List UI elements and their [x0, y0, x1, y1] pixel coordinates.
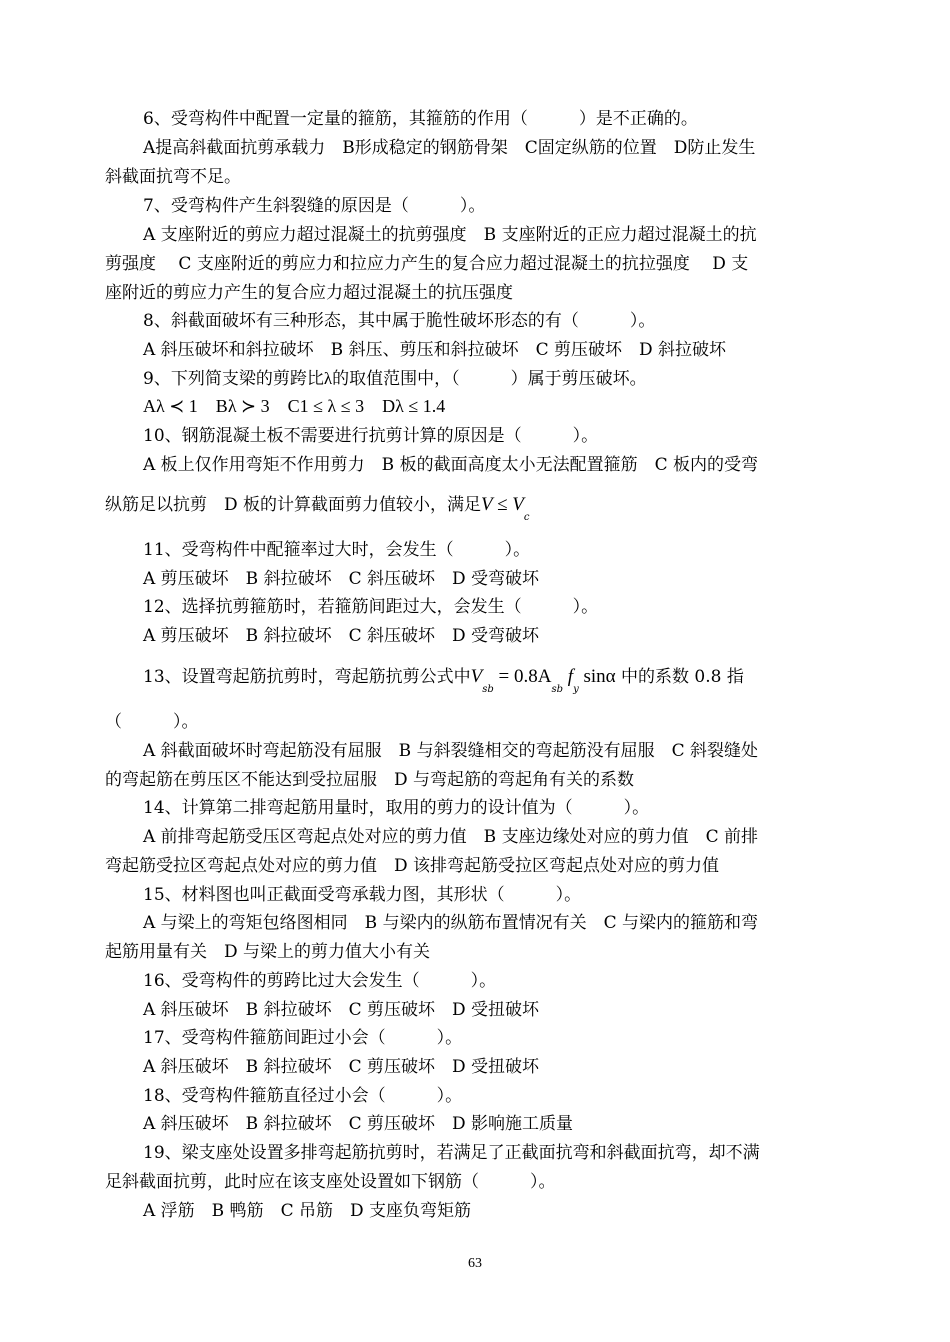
- question-13: [143, 666, 744, 695]
- formula-sub-y: y: [573, 684, 579, 695]
- question-19-cont: 足斜截面抗剪，此时应在该支座处设置如下钢筋（ ）。: [105, 1172, 556, 1192]
- question-7-options-3: 座附近的剪应力产生的复合应力超过混凝土的抗压强度: [105, 283, 513, 303]
- formula-V: V: [470, 666, 483, 687]
- lambda-symbol: λ: [323, 369, 333, 388]
- question-6: 6、受弯构件中配置一定量的箍筋，其箍筋的作用（ ）是不正确的。: [143, 109, 698, 129]
- question-11: 11、受弯构件中配箍率过大时，会发生（ ）。: [143, 540, 531, 560]
- question-17: 17、受弯构件箍筋间距过小会（ ）。: [143, 1028, 463, 1048]
- question-13-cont: （ ）。: [105, 712, 199, 732]
- question-10-options-2-text: 纵筋足以抗剪 D 板的计算截面剪力值较小，满足: [105, 495, 482, 515]
- question-13-tail: 中的系数 0.8 指: [615, 667, 744, 687]
- question-7-options-1: A 支座附近的剪应力超过混凝土的抗剪强度 B 支座附近的正应力超过混凝土的抗: [143, 225, 757, 245]
- question-9-text-b: 的取值范围中，（ ）属于剪压破坏。: [332, 369, 647, 389]
- question-15: 15、材料图也叫正截面受弯承载力图，其形状（ ）。: [143, 885, 582, 905]
- question-19-options: A 浮筋 B 鸭筋 C 吊筋 D 支座负弯矩筋: [143, 1201, 472, 1221]
- formula-sin-alpha: sinα: [578, 666, 616, 687]
- question-11-options: A 剪压破坏 B 斜拉破坏 C 斜压破坏 D 受弯破坏: [143, 569, 540, 589]
- formula-sub-sb-1: sb: [482, 684, 494, 695]
- formula-equals-A: = 0.8A: [493, 666, 552, 687]
- shear-formula-subscript: c: [523, 512, 530, 523]
- question-13-text: 13、设置弯起筋抗剪时，弯起筋抗剪公式中: [143, 667, 471, 687]
- question-17-options: A 斜压破坏 B 斜拉破坏 C 剪压破坏 D 受扭破坏: [143, 1057, 540, 1077]
- question-8-options: A 斜压破坏和斜拉破坏 B 斜压、剪压和斜拉破坏 C 剪压破坏 D 斜拉破坏: [143, 340, 727, 360]
- question-10-options-2: [105, 494, 530, 523]
- question-14-options-2: 弯起筋受拉区弯起点处对应的剪力值 D 该排弯起筋受拉区弯起点处对应的剪力值: [105, 856, 720, 876]
- question-12: 12、选择抗剪箍筋时，若箍筋间距过大，会发生（ ）。: [143, 597, 599, 617]
- question-15-options-1: A 与梁上的弯矩包络图相同 B 与梁内的纵筋布置情况有关 C 与梁内的箍筋和弯: [143, 913, 758, 933]
- question-7-options-2: 剪强度 C 支座附近的剪应力和拉应力产生的复合应力超过混凝土的抗拉强度 D 支: [105, 254, 749, 274]
- question-14-options-1: A 前排弯起筋受压区弯起点处对应的剪力值 B 支座边缘处对应的剪力值 C 前排: [143, 827, 758, 847]
- question-6-options: A提高斜截面抗剪承载力 B形成稳定的钢筋骨架 C固定纵筋的位置 D防止发生: [143, 138, 756, 158]
- question-16: 16、受弯构件的剪跨比过大会发生（ ）。: [143, 971, 497, 991]
- question-9-text-a: 9、下列简支梁的剪跨比: [143, 369, 324, 389]
- question-13-options-1: A 斜截面破坏时弯起筋没有屈服 B 与斜裂缝相交的弯起筋没有屈服 C 斜裂缝处: [143, 741, 758, 761]
- question-19: 19、梁支座处设置多排弯起筋抗剪时，若满足了正截面抗弯和斜截面抗弯，却不满: [143, 1143, 760, 1163]
- question-13-options-2: 的弯起筋在剪压区不能达到受拉屈服 D 与弯起筋的弯起角有关的系数: [105, 770, 635, 790]
- question-7: 7、受弯构件产生斜裂缝的原因是（ ）。: [143, 196, 486, 216]
- question-9: [143, 368, 647, 390]
- formula-sub-sb-2: sb: [551, 684, 564, 695]
- question-18: 18、受弯构件箍筋直径过小会（ ）。: [143, 1086, 463, 1106]
- question-16-options: A 斜压破坏 B 斜拉破坏 C 剪压破坏 D 受扭破坏: [143, 1000, 540, 1020]
- question-10-options-1: A 板上仅作用弯矩不作用剪力 B 板的截面高度太小无法配置箍筋 C 板内的受弯: [143, 455, 758, 475]
- page-number: 63: [468, 1256, 482, 1271]
- question-6-options-cont: 斜截面抗弯不足。: [105, 167, 241, 187]
- question-18-options: A 斜压破坏 B 斜拉破坏 C 剪压破坏 D 影响施工质量: [143, 1114, 574, 1134]
- question-10: 10、钢筋混凝土板不需要进行抗剪计算的原因是（ ）。: [143, 426, 599, 446]
- question-14: 14、计算第二排弯起筋用量时，取用的剪力的设计值为（ ）。: [143, 798, 650, 818]
- shear-formula: V ≤ V: [481, 494, 524, 515]
- question-8: 8、斜截面破坏有三种形态，其中属于脆性破坏形态的有（ ）。: [143, 311, 656, 331]
- formula-f: f: [563, 666, 574, 687]
- question-15-options-2: 起筋用量有关 D 与梁上的剪力值大小有关: [105, 942, 431, 962]
- question-12-options: A 剪压破坏 B 斜拉破坏 C 斜压破坏 D 受弯破坏: [143, 626, 540, 646]
- question-9-options: Aλ ≺ 1 Bλ ≻ 3 C1 ≤ λ ≤ 3 Dλ ≤ 1.4: [143, 396, 446, 416]
